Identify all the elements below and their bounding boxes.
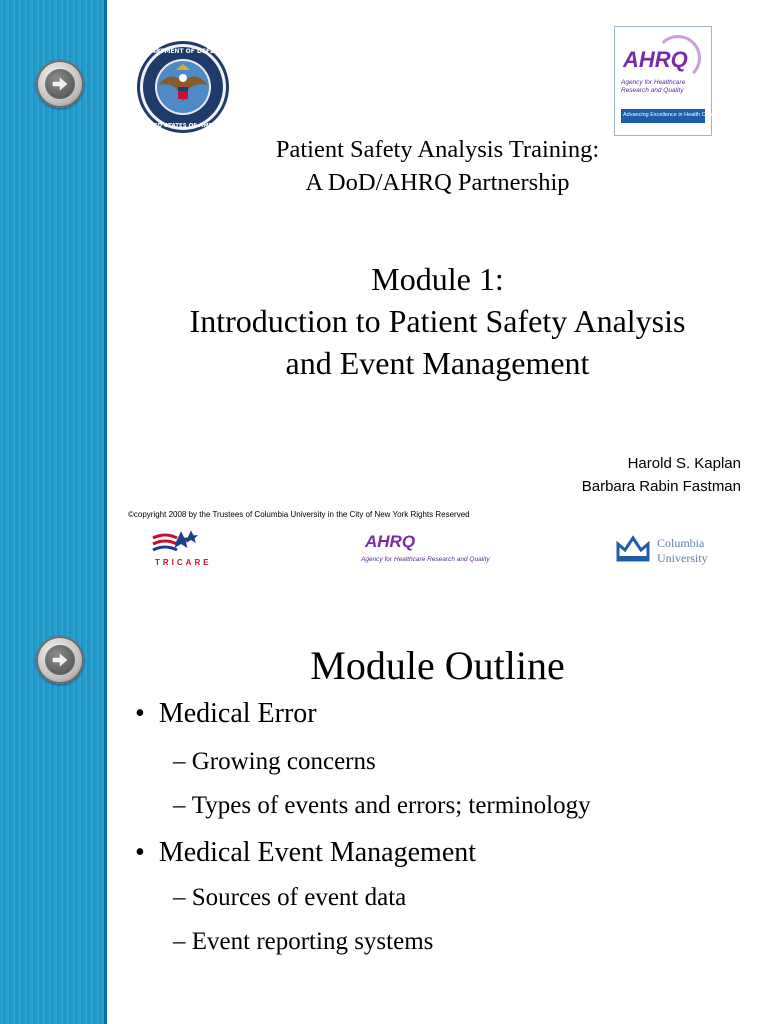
- sub-bullet-item: [173, 746, 376, 778]
- ahrq-subtitle: Agency for Healthcare Research and Quality: [621, 79, 686, 94]
- ahrq-logo-box: [614, 26, 750, 136]
- module-title-line3: and Event Management: [285, 345, 590, 381]
- sub-bullet-item: [173, 882, 406, 914]
- tricare-text: TRICARE: [155, 558, 212, 567]
- module-title: [107, 258, 768, 384]
- arrow-right-icon: [45, 645, 75, 675]
- dash-glyph: –: [173, 792, 186, 819]
- author-name: Barbara Rabin Fastman: [581, 478, 741, 495]
- module-title-line1: Module 1:: [371, 261, 504, 297]
- sub-bullet-text: Sources of event data: [191, 884, 407, 911]
- sidebar-edge: [104, 512, 107, 1024]
- svg-text:UNITED STATES OF AMERICA: UNITED STATES OF AMERICA: [138, 123, 228, 129]
- svg-text:DEPARTMENT OF DEFENSE: DEPARTMENT OF DEFENSE: [138, 48, 228, 55]
- next-slide-button[interactable]: [36, 60, 84, 108]
- ahrq-tagline-bar: [621, 109, 750, 123]
- copyright-notice: ©copyright 2008 by the Trustees of Columbia University in the City of New York Rights Reserved: [128, 510, 470, 519]
- bullet-glyph: •: [135, 837, 145, 868]
- dash-glyph: –: [173, 884, 186, 911]
- sub-bullet-text: Types of events and errors; terminology: [191, 792, 591, 819]
- training-title-line1: Patient Safety Analysis Training:: [275, 136, 600, 163]
- training-title: [107, 133, 768, 199]
- dod-seal-logo: [136, 40, 230, 139]
- sidebar-stripe: [0, 512, 107, 1024]
- dash-glyph: –: [173, 928, 186, 955]
- sub-bullet-item: [173, 790, 591, 822]
- sidebar-edge: [104, 0, 107, 512]
- dash-glyph: –: [173, 748, 186, 775]
- ahrq-logo-text: AHRQ: [623, 47, 688, 72]
- bullet-glyph: •: [135, 698, 145, 729]
- sub-bullet-text: Growing concerns: [191, 748, 376, 775]
- outline-title: Module Outline: [310, 643, 565, 688]
- module-title-line2: Introduction to Patient Safety Analysis: [189, 303, 686, 339]
- training-title-line2: A DoD/AHRQ Partnership: [305, 169, 570, 196]
- bullet-item: [135, 696, 317, 732]
- bullet-text: Medical Event Management: [158, 837, 477, 868]
- author-name: Harold S. Kaplan: [627, 455, 741, 472]
- arrow-right-icon: [45, 69, 75, 99]
- sub-bullet-item: [173, 926, 433, 958]
- ahrq-footer-text: AHRQ: [365, 532, 416, 551]
- next-slide-button[interactable]: [36, 636, 84, 684]
- ahrq-tagline: Advancing Excellence in Health Care www.ahrq.gov: [623, 112, 750, 118]
- authors: [582, 452, 741, 498]
- bullet-text: Medical Error: [158, 698, 317, 729]
- columbia-text: Columbia University: [657, 536, 708, 565]
- ahrq-footer-subtitle: Agency for Healthcare Research and Quality: [361, 556, 490, 563]
- bullet-item: [135, 835, 476, 871]
- sub-bullet-text: Event reporting systems: [191, 928, 434, 955]
